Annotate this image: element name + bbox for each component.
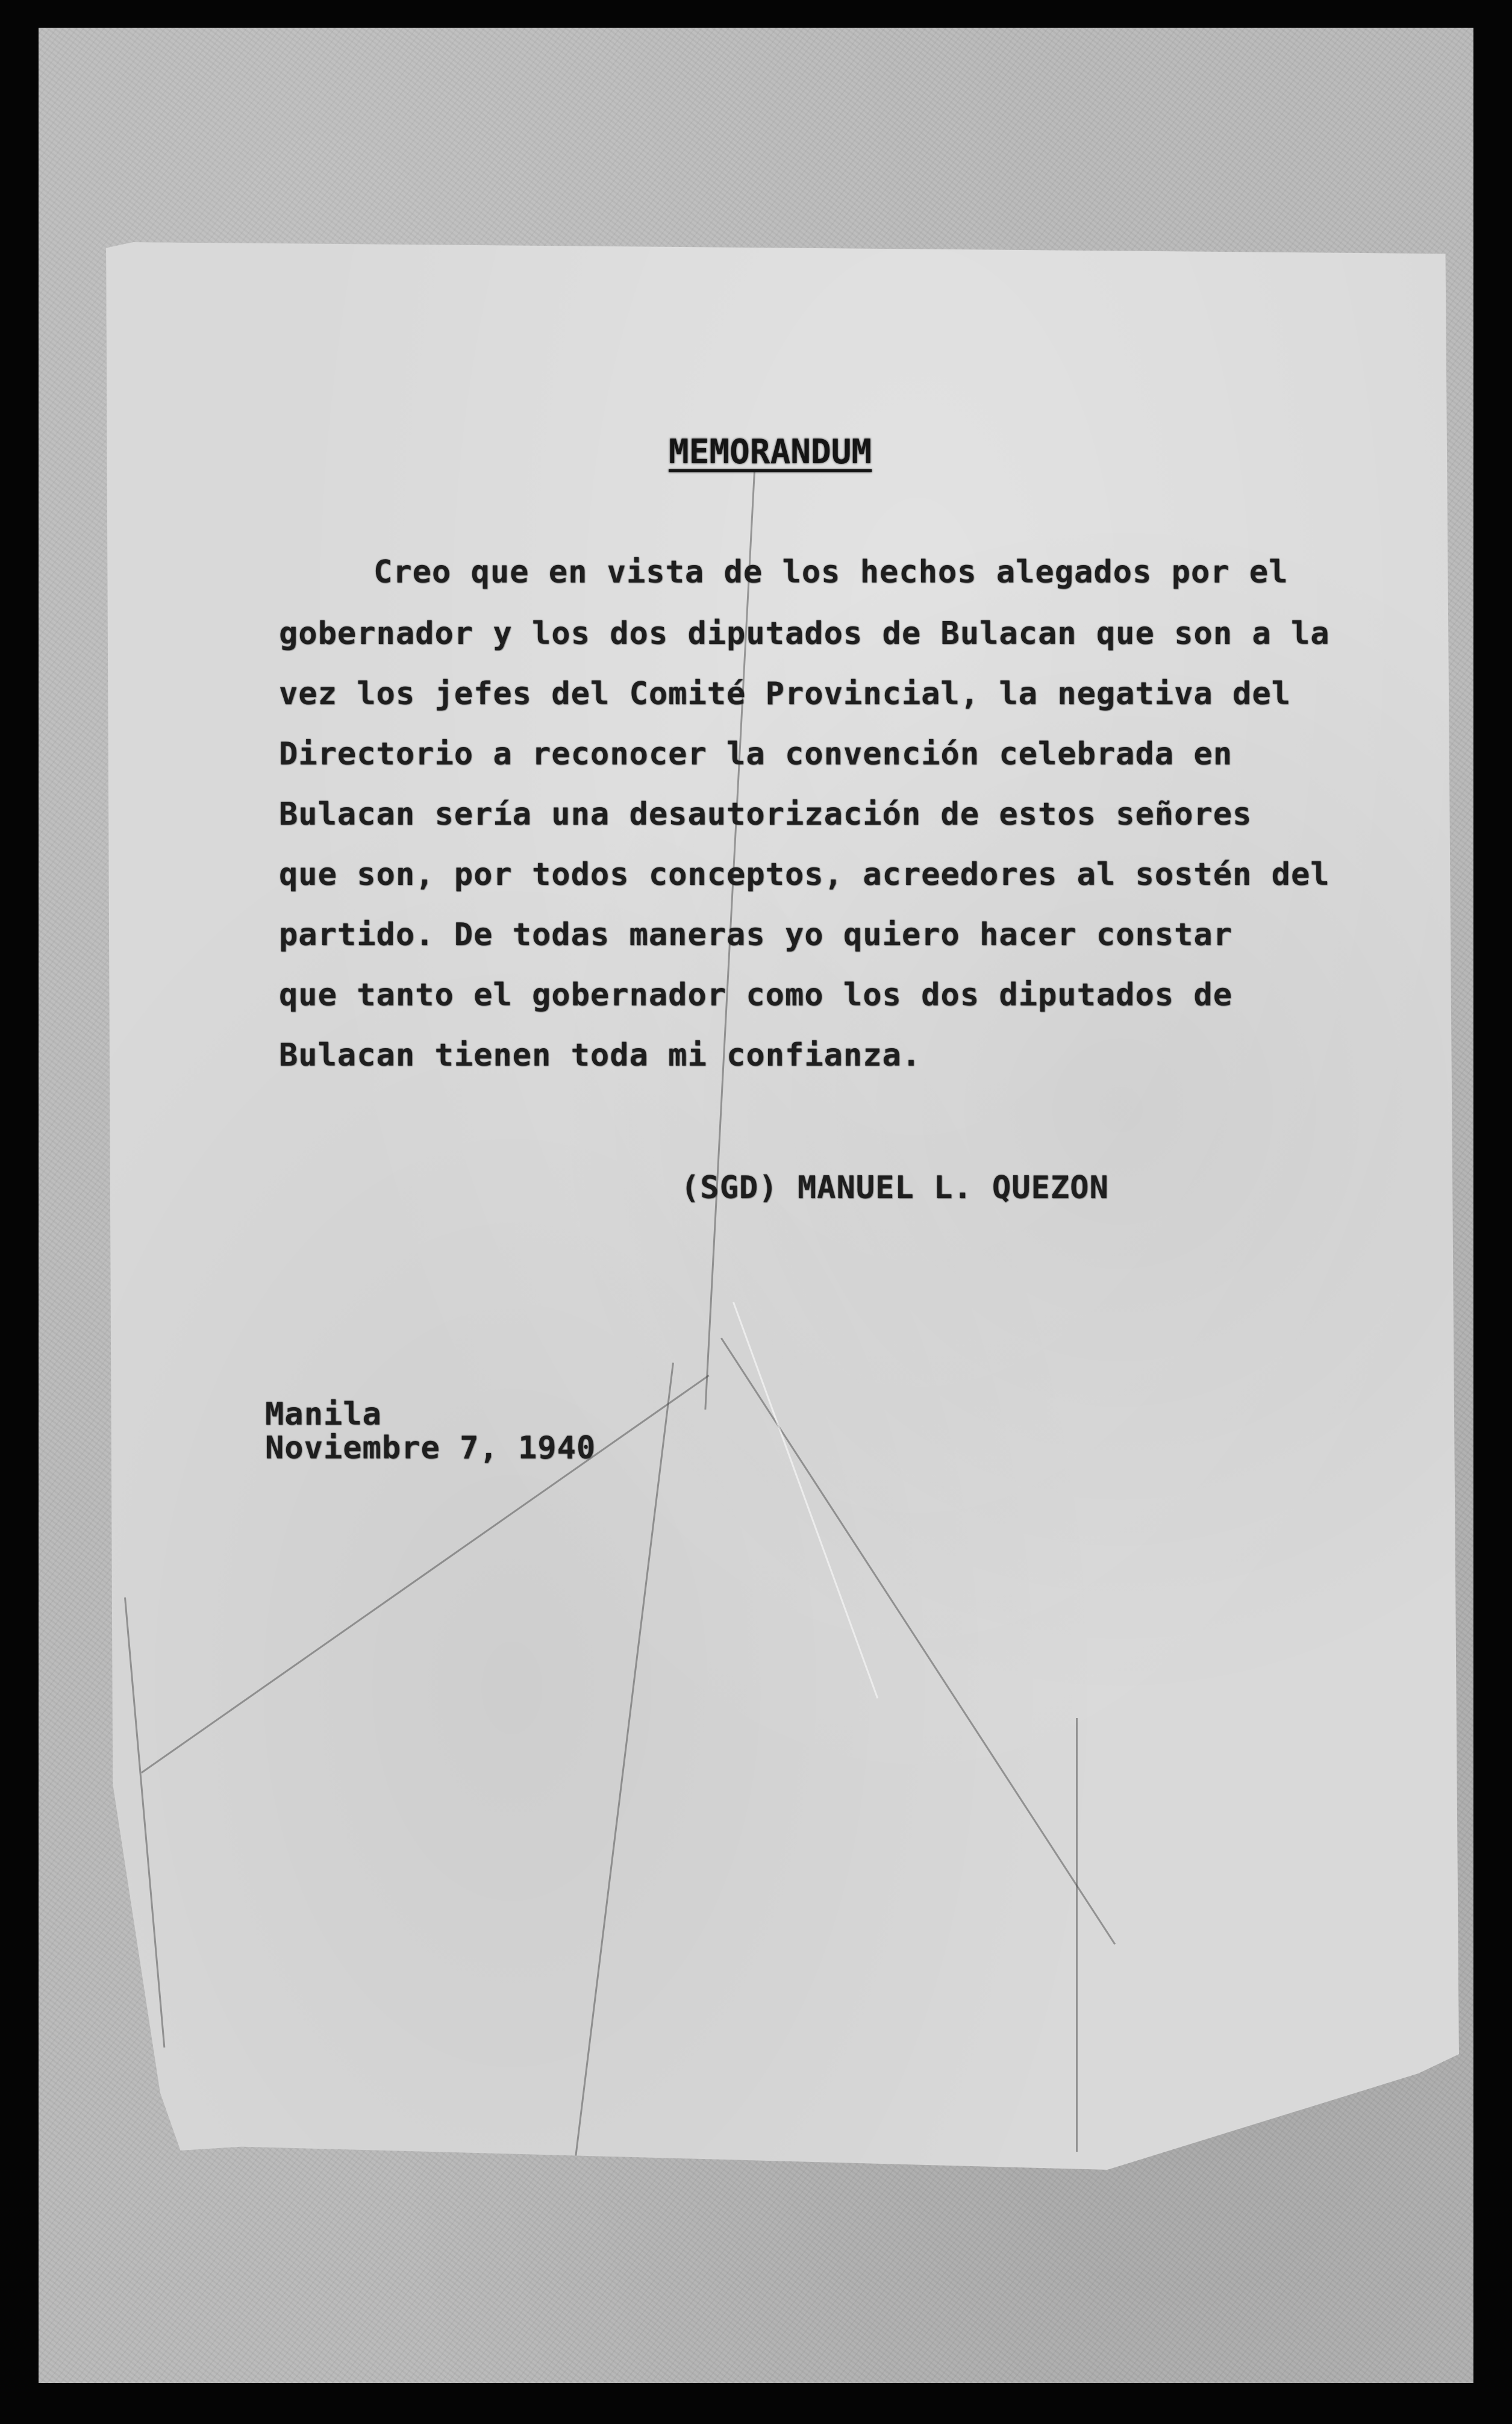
body-line-1: Creo que en vista de los hechos alegados por el — [373, 554, 1289, 590]
signature: (SGD) MANUEL L. QUEZON — [681, 1170, 1109, 1206]
body-line-3: vez los jefes del Comité Provincial, la negativa del — [279, 676, 1291, 712]
body-line-5: Bulacan sería una desautorización de estos señores — [279, 796, 1252, 832]
place: Manila — [265, 1396, 382, 1432]
body-line-2: gobernador y los dos diputados de Bulacan que son a la — [279, 616, 1330, 652]
body-line-9: Bulacan tienen toda mi confianza. — [279, 1037, 922, 1073]
crease-diagonal-center — [733, 1302, 878, 1699]
body-line-6: que son, por todos conceptos, acreedores al sostén del — [279, 857, 1330, 893]
body-line-7: partido. De todas maneras yo quiero hacer constar — [279, 917, 1233, 953]
crease-diagonal-left — [569, 1363, 674, 2200]
memo-heading: MEMORANDUM — [669, 433, 872, 472]
body-line-8: que tanto el gobernador como los dos diputados de — [279, 977, 1233, 1013]
date: Noviembre 7, 1940 — [265, 1430, 596, 1466]
paper-sheet — [106, 242, 1459, 2170]
crease-vertical-right — [1076, 1718, 1078, 2152]
body-line-4: Directorio a reconocer la convención celebrada en — [279, 736, 1233, 772]
